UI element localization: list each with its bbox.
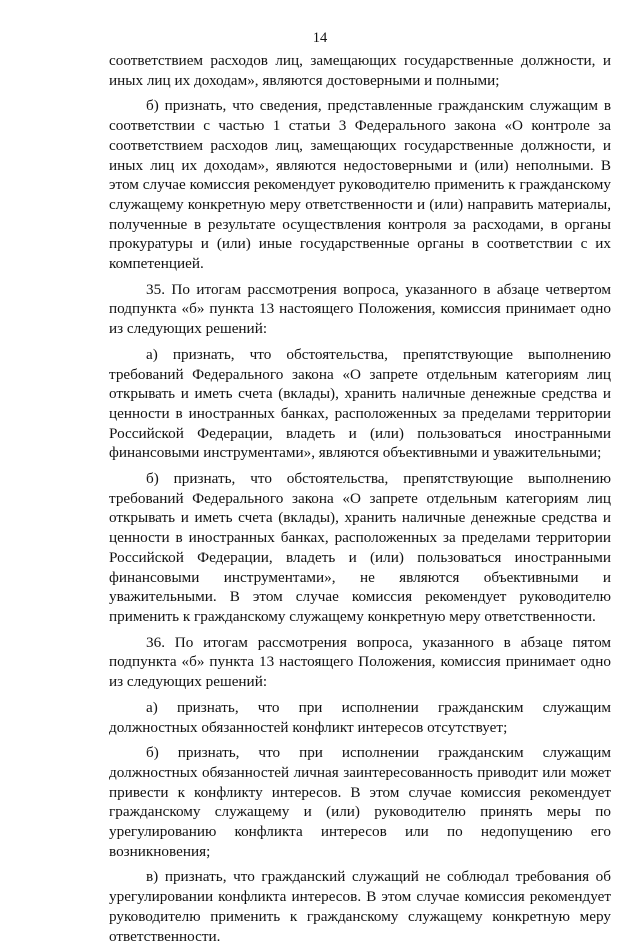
document-body — [109, 51, 611, 946]
paragraph-continuation: соответствием расходов лиц, замещающих государственные должности, и иных лиц их доходам», являются достоверными и полными; — [109, 52, 611, 89]
paragraph-36-b: б) признать, что при исполнении гражданским служащим должностных обязанностей личная заинтересованность приводит или может привести к конфликту интересов. В этом случае комиссия рекомендует гражданскому служащему и (или) руководителю принять меры по урегулированию конфликта интересов или по недопущению его возникновения; — [109, 744, 611, 860]
paragraph-36-v: в) признать, что гражданский служащий не соблюдал требования об урегулировании конфликта интересов. В этом случае комиссия рекомендует руководителю применить к гражданскому служащему конкретную меру ответственности. — [109, 868, 611, 945]
paragraph-36: 36. По итогам рассмотрения вопроса, указанного в абзаце пятом подпункта «б» пункта 13 настоящего Положения, комиссия принимает одно из следующих решений: — [109, 633, 611, 691]
paragraph-35: 35. По итогам рассмотрения вопроса, указанного в абзаце четвертом подпункта «б» пункта 13 настоящего Положения, комиссия принимает одно из следующих решений: — [109, 280, 611, 338]
page-number: 14 — [312, 30, 328, 46]
paragraph-35-a: а) признать, что обстоятельства, препятствующие выполнению требований Федерального закона «О запрете отдельным категориям лиц открывать и иметь счета (вклады), хранить наличные денежные средства и ценности в иностранных банках, расположенных за пределами территории Российской Федерации, владеть и (или) пользоваться иностранными финансовыми инструментами», являются объективными и уважительными; — [109, 345, 611, 462]
paragraph-36-a: а) признать, что при исполнении гражданским служащим должностных обязанностей конфликт интересов отсутствует; — [109, 698, 611, 736]
paragraph-35-b: б) признать, что обстоятельства, препятствующие выполнению требований Федерального закона «О запрете отдельным категориям лиц открывать и иметь счета (вклады), хранить наличные денежные средства и ценности в иностранных банках, расположенных за пределами территории Российской Федерации, владеть и (или) пользоваться иностранными финансовыми инструментами», не являются объективными и уважительными. В этом случае комиссия рекомендует руководителю применить к гражданскому служащему конкретную меру ответственности. — [109, 470, 611, 625]
paragraph-34-b: б) признать, что сведения, представленные гражданским служащим в соответствии с частью 1 статьи 3 Федерального закона «О контроле за соответствием расходов лиц, замещающих государственные должности, и иных лиц их доходам», являются недостоверными и (или) неполными. В этом случае комиссия рекомендует руководителю применить к гражданскому служащему конкретную меру ответственности и (или) направить материалы, полученные в результате осуществления контроля за расходами, в органы прокуратуры и (или) иные государственные органы в соответствии с их компетенцией. — [109, 97, 611, 273]
